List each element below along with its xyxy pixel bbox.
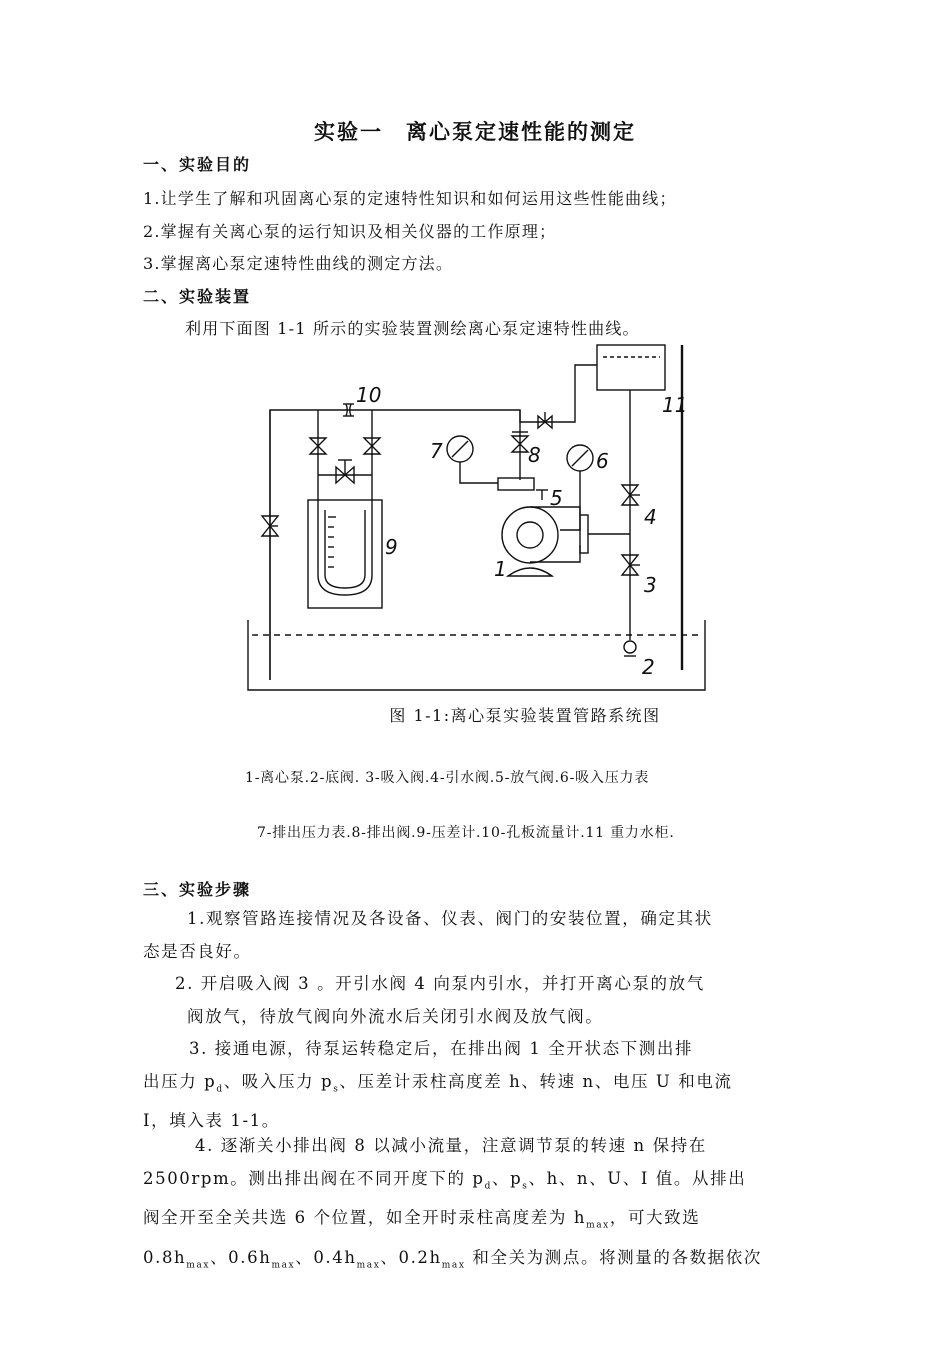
foot-valve	[624, 641, 636, 653]
text-run: 、压差计汞柱高度差 h、转速 n、电压 U 和电流	[339, 1071, 733, 1091]
label-11: 11	[662, 393, 688, 417]
label-1: 1	[494, 557, 507, 581]
text-run: 和全关为测点。将测量的各数据依次	[465, 1248, 762, 1268]
subscript: d	[484, 1180, 492, 1191]
section-heading-steps: 三、实验步骤	[143, 880, 252, 899]
step-2-line-1: 2. 开启吸入阀 3 。开引水阀 4 向泵内引水，并打开离心泵的放气	[175, 974, 705, 993]
apparatus-intro: 利用下面图 1-1 所示的实验装置测绘离心泵定速特性曲线。	[185, 319, 640, 338]
centrifugal-pump	[502, 507, 558, 563]
text-run: 、0.4h	[295, 1248, 357, 1268]
step-4-line-4	[143, 1242, 762, 1282]
subscript: max	[586, 1220, 610, 1231]
label-5: 5	[550, 486, 563, 510]
section-heading-apparatus: 二、实验装置	[143, 287, 252, 306]
step-4	[143, 1130, 762, 1282]
text-run: 、0.6h	[210, 1248, 272, 1268]
step-1	[143, 903, 713, 968]
step-1-line-1: 1.观察管路连接情况及各设备、仪表、阀门的安装位置，确定其状	[187, 909, 713, 928]
step-2	[175, 968, 705, 1033]
step-3-line-3: I，填入表 1-1。	[143, 1111, 280, 1131]
section-heading-objectives: 一、实验目的	[143, 155, 252, 174]
label-2: 2	[642, 655, 655, 679]
step-3-line-1: 3. 接通电源，待泵运转稳定后，在排出阀 1 全开状态下测出排	[189, 1039, 694, 1058]
text-run: 出压力 p	[143, 1071, 217, 1091]
step-3-line-2	[143, 1066, 733, 1106]
step-2-line-2: 阀放气，待放气阀向外流水后关闭引水阀及放气阀。	[187, 1006, 604, 1026]
objective-1: 1.让学生了解和巩固离心泵的定速特性知识和如何运用这些性能曲线；	[143, 189, 677, 208]
label-4: 4	[644, 505, 657, 529]
text-run: 2500rpm。测出排出阀在不同开度下的 p	[143, 1168, 485, 1188]
text-run: 、p	[491, 1168, 523, 1188]
step-1-line-2: 态是否良好。	[143, 941, 252, 961]
text-run: 、吸入压力 p	[223, 1071, 334, 1091]
text-run: ，可大致选	[609, 1208, 701, 1228]
subscript: max	[271, 1260, 296, 1271]
text-run: 、0.2h	[380, 1248, 442, 1268]
gravity-tank	[597, 345, 665, 390]
figure-legend-line-2: 7-排出压力表.8-排出阀.9-压差计.10-孔板流量计.11 重力水柜.	[257, 825, 675, 841]
doc-title: 实验一 离心泵定速性能的测定	[314, 119, 636, 144]
step-4-line-2	[143, 1163, 762, 1203]
subscript: s	[522, 1180, 529, 1191]
label-3: 3	[644, 573, 657, 597]
pump-system-diagram	[230, 340, 710, 700]
subscript: d	[216, 1083, 224, 1094]
text-run: 0.8h	[143, 1248, 187, 1268]
objective-3: 3.掌握离心泵定速特性曲线的测定方法。	[143, 254, 454, 273]
subscript: max	[186, 1260, 211, 1271]
text-run: 阀全开至全关共选 6 个位置，如全开时汞柱高度差为 h	[143, 1208, 587, 1228]
label-9: 9	[385, 535, 398, 559]
label-7: 7	[430, 439, 443, 463]
figure-caption: 图 1-1:离心泵实验装置管路系统图	[389, 706, 661, 725]
objective-2: 2.掌握有关离心泵的运行知识及相关仪器的工作原理；	[143, 222, 557, 241]
step-3	[143, 1033, 733, 1138]
step-4-line-3	[143, 1202, 762, 1242]
label-10: 10	[356, 383, 382, 407]
subscript: s	[333, 1083, 340, 1094]
text-run: 、h、n、U、I 值。从排出	[528, 1168, 747, 1188]
subscript: max	[356, 1260, 381, 1271]
manometer-box	[308, 500, 382, 608]
subscript: max	[441, 1260, 466, 1271]
step-4-line-1: 4. 逐渐关小排出阀 8 以减小流量，注意调节泵的转速 n 保持在	[195, 1136, 707, 1155]
water-basin	[248, 620, 705, 690]
label-8: 8	[528, 443, 541, 467]
label-6: 6	[596, 449, 609, 473]
figure-legend-line-1: 1-离心泵.2-底阀. 3-吸入阀.4-引水阀.5-放气阀.6-吸入压力表	[245, 770, 650, 786]
